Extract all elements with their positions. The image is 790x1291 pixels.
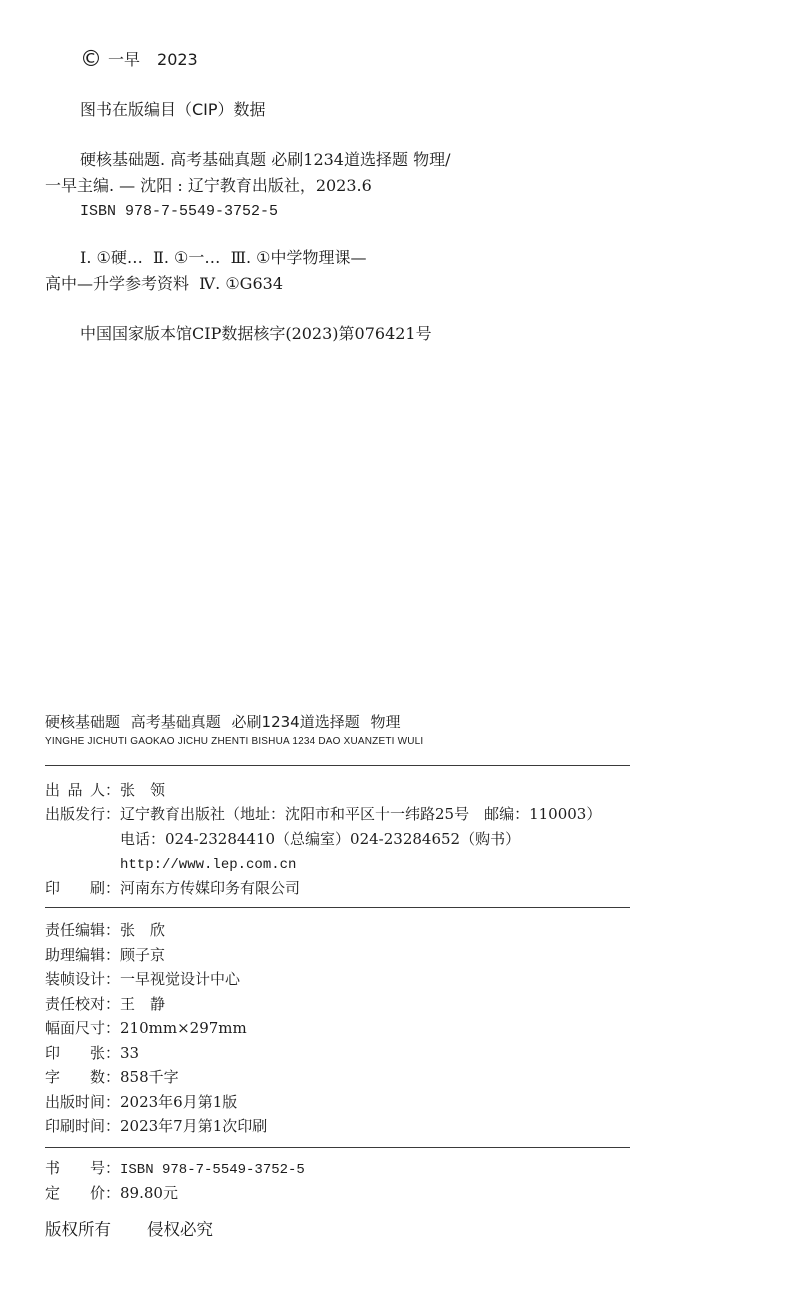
producer-label: 出 品 人 [45,781,105,799]
colon: ： [105,970,121,988]
credit-value: 2023年6月第1版 [120,1092,238,1111]
cip-entry-author-line: 一早主编. — 沈阳 : 辽宁教育出版社，2023.6 [45,176,372,195]
credit-label: 字 数 [45,1068,105,1086]
publisher-phone: 电话：024-23284410（总编室）024-23284652（购书） [120,829,521,848]
colon: ： [105,921,121,939]
credit-row [45,992,665,1017]
publisher-website-row [45,851,665,875]
rights-notice [45,1218,213,1242]
credit-label: 印 张 [45,1043,105,1062]
cip-entry [45,147,645,225]
colon: ： [105,1043,121,1062]
credit-value: 33 [120,1043,140,1062]
credit-row [45,967,665,992]
credit-value: 210mm×297mm [120,1019,247,1037]
isbn-value: ISBN 978-7-5549-3752-5 [120,1162,305,1178]
price-label: 定 价 [45,1184,105,1202]
copyright-holder: 一早 [108,50,141,69]
isbn-row [45,1156,665,1181]
divider [45,907,630,908]
cip-entry-isbn-line: ISBN 978-7-5549-3752-5 [80,203,279,220]
publisher-label: 出版发行 [45,805,106,824]
credit-row [45,918,665,943]
colon: ： [105,878,121,897]
credit-value: 858千字 [120,1068,179,1086]
producer-value: 张 领 [120,781,166,799]
divider [45,1147,630,1148]
colon: ： [105,994,121,1013]
credit-value: 一早视觉设计中心 [120,970,241,988]
credit-row [45,1065,665,1090]
identifiers-info [45,1156,665,1206]
credits-info [45,918,665,1139]
producer-row [45,778,665,802]
credit-label: 出版时间 [45,1092,106,1111]
credit-row [45,1041,665,1066]
colon: ： [105,781,121,799]
copyright-year: 2023 [157,50,198,69]
credit-label: 责任编辑 [45,921,106,939]
copyright-line [80,46,198,74]
colon: ： [105,1184,121,1202]
colon: ： [105,1159,121,1177]
publisher-value: 辽宁教育出版社（地址：沈阳市和平区十一纬路25号 邮编：110003） [120,805,602,824]
publisher-phone-row [45,827,665,851]
rights-reserved: 版权所有 [45,1220,111,1239]
price-value: 89.80元 [120,1184,178,1202]
publisher-website: http://www.lep.com.cn [120,857,297,874]
credit-label: 装帧设计 [45,970,106,988]
cip-record-number: 中国国家版本馆CIP数据核字(2023)第076421号 [80,324,432,343]
colon: ： [105,1068,121,1086]
colon: ： [105,945,121,964]
cip-classification [45,245,645,297]
credit-value: 王 静 [120,994,166,1013]
publication-info [45,778,665,900]
credit-label: 助理编辑 [45,945,106,964]
colon: ： [105,805,121,824]
cip-classification-line: Ⅰ. ①硬… Ⅱ. ①一… Ⅲ. ①中学物理课— [80,248,367,267]
credit-value: 2023年7月第1次印刷 [120,1117,268,1135]
colon: ： [105,1019,121,1037]
printer-value: 河南东方传媒印务有限公司 [120,878,301,897]
copyright-symbol: © [80,47,102,72]
cip-classification-line: 高中—升学参考资料 Ⅳ. ①G634 [45,274,283,293]
publisher-row [45,802,665,826]
isbn-label: 书 号 [45,1159,105,1177]
printer-label: 印 刷 [45,878,105,897]
credit-label: 责任校对 [45,994,106,1013]
colon: ： [105,1092,121,1111]
credit-label: 幅面尺寸 [45,1019,106,1037]
price-row [45,1181,665,1206]
divider [45,765,630,766]
credit-row [45,1090,665,1115]
credit-row [45,943,665,968]
infringement-notice: 侵权必究 [147,1220,213,1239]
book-title: 硬核基础题 高考基础真题 必刷1234道选择题 物理 [45,713,401,731]
colon: ： [105,1117,121,1135]
cip-entry-title-line: 硬核基础题. 高考基础真题 必刷1234道选择题 物理/ [80,150,451,169]
credit-row [45,1016,665,1041]
credit-value: 顾子京 [120,945,166,964]
credit-row [45,1114,665,1139]
cip-heading: 图书在版编目（CIP）数据 [80,100,266,119]
credit-value: 张 欣 [120,921,166,939]
book-title-pinyin: YINGHE JICHUTI GAOKAO JICHU ZHENTI BISHUA 1234 DAO XUANZETI WULI [45,736,424,747]
credit-label: 印刷时间 [45,1117,106,1135]
printer-row [45,876,665,900]
